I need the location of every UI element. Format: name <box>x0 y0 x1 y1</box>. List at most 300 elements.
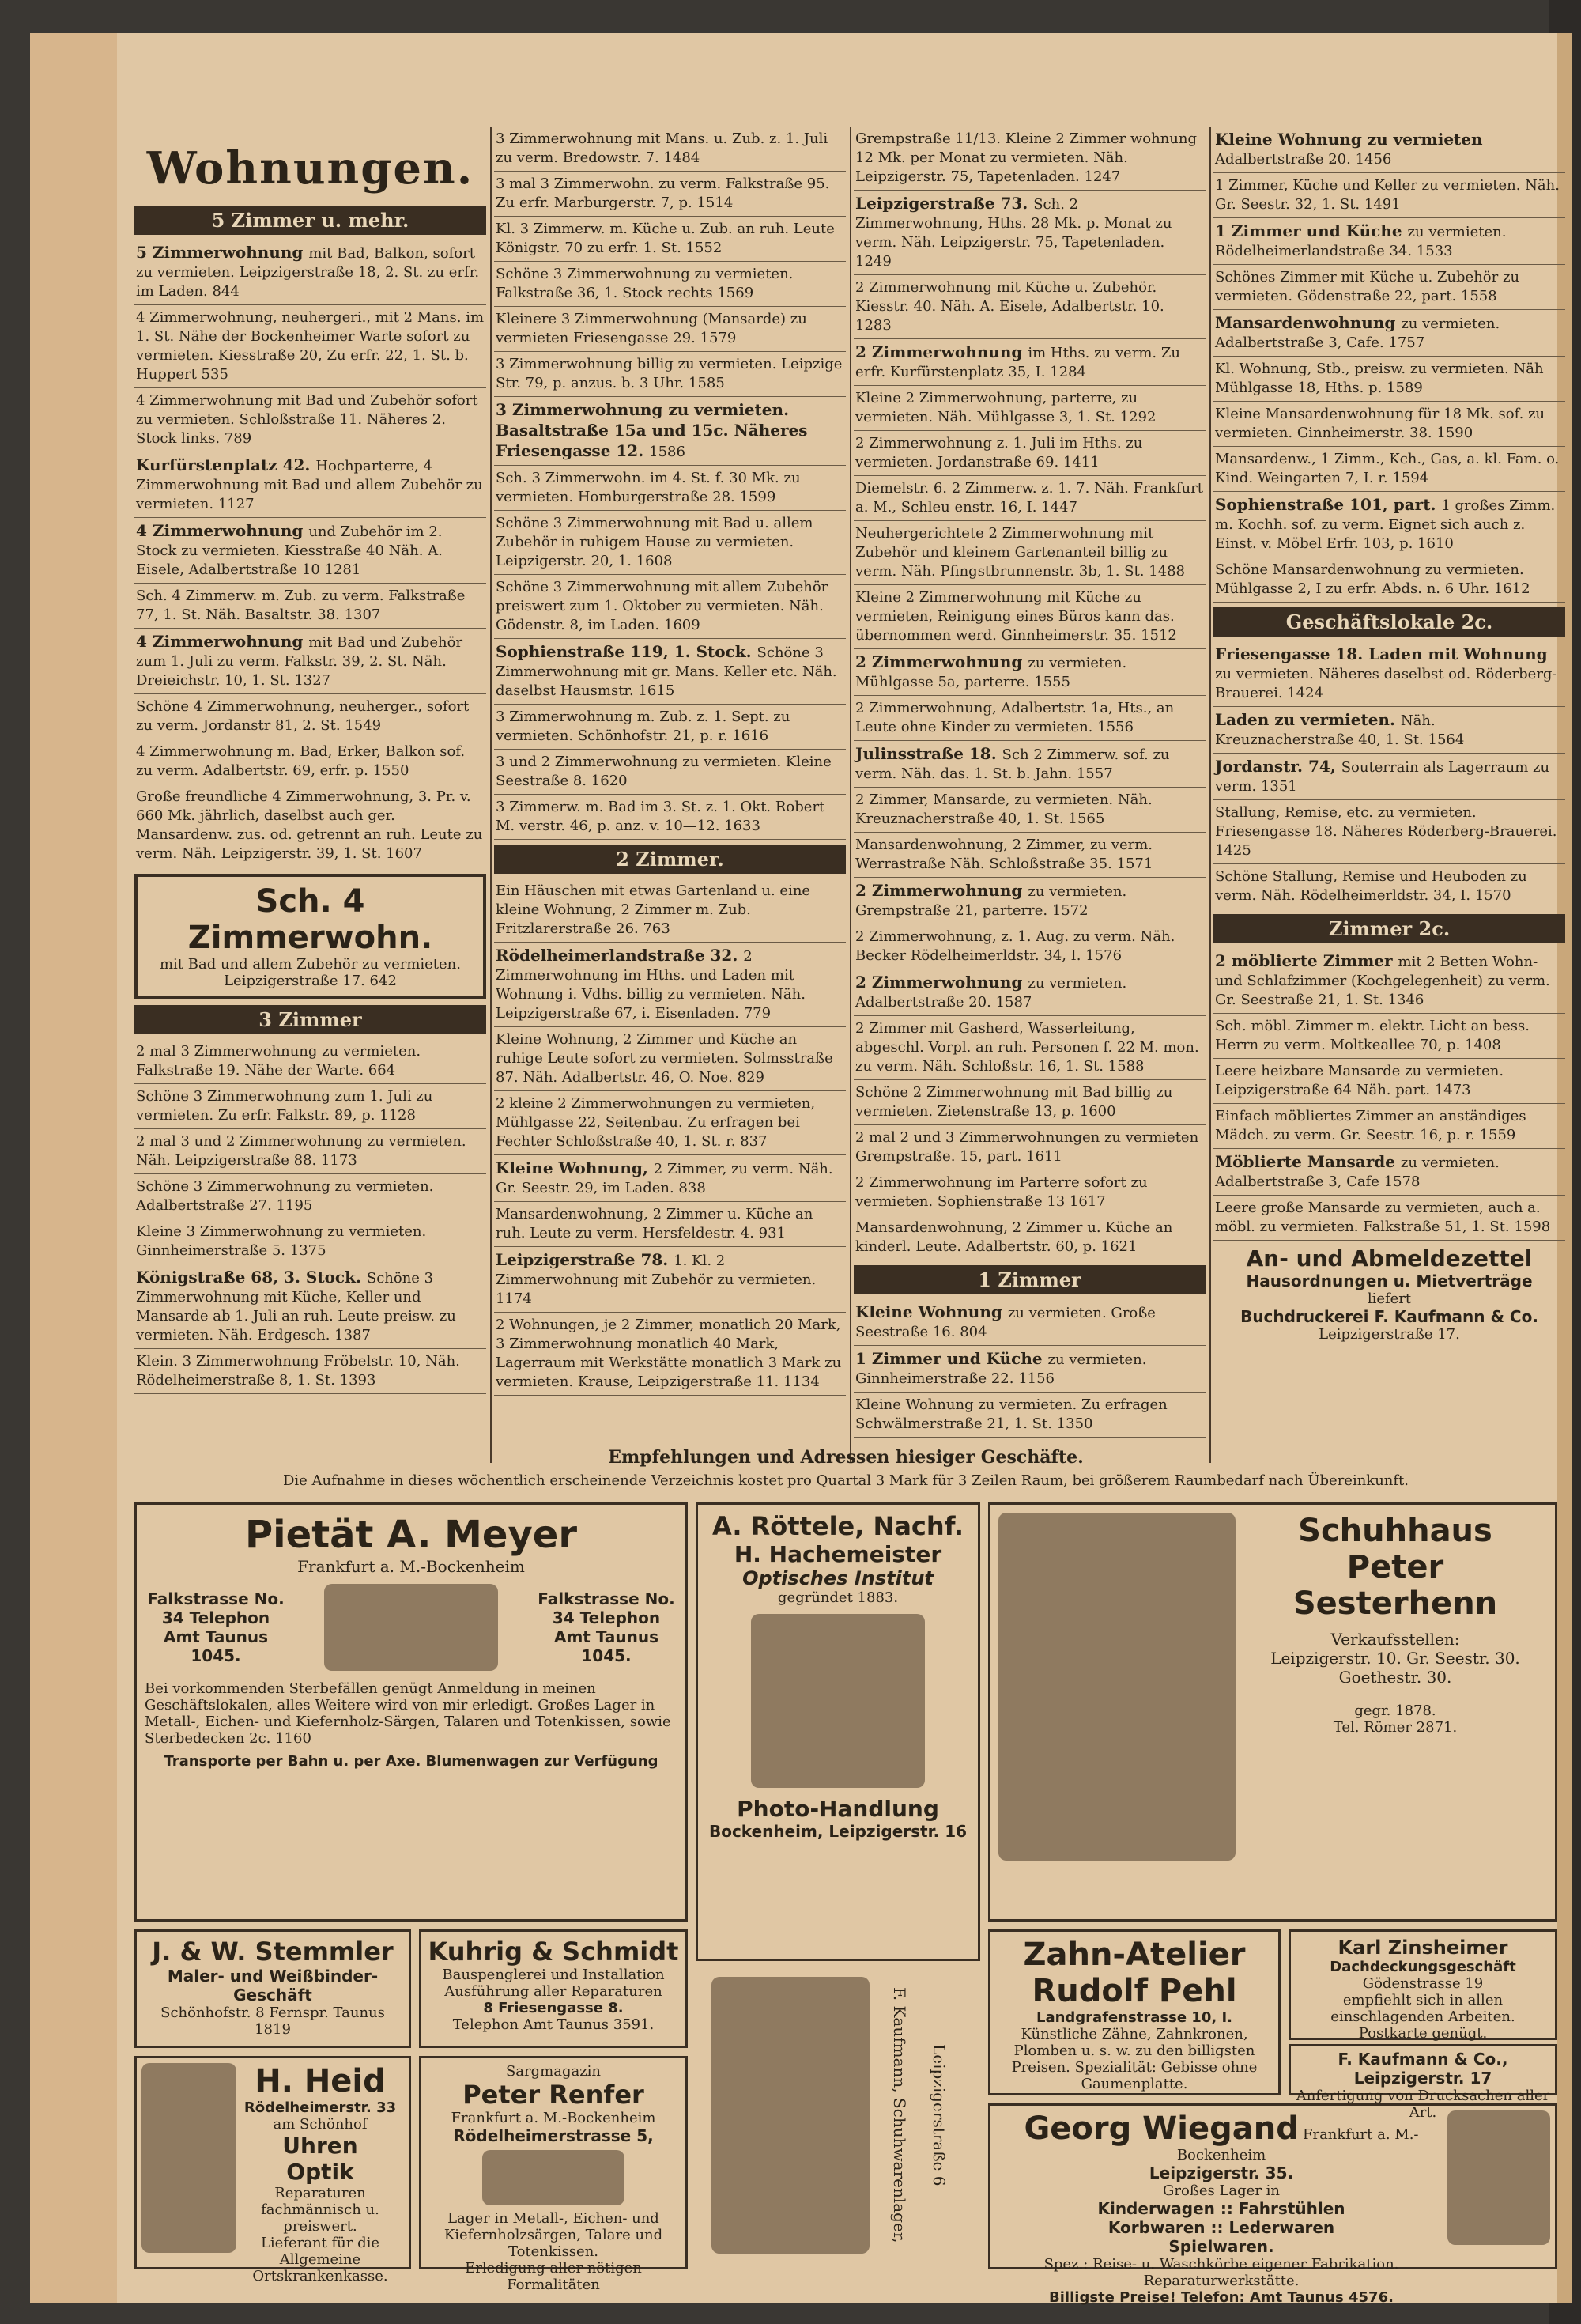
classified-ad <box>494 705 846 750</box>
ad-zinsheimer <box>1289 1929 1557 2040</box>
classified-ad-text: 2 mal 3 und 2 Zimmerwohnung zu vermieten. Näh. Leipzigerstraße 88. 1173 <box>136 1133 466 1169</box>
classified-ad-text: Schöne Stallung, Remise und Heuboden zu verm. Näh. Rödelheimerldstr. 34, I. 1570 <box>1215 868 1527 904</box>
classified-ad-text: Klein. 3 Zimmerwohnung Fröbelstr. 10, Näh. Rödelheimerstraße 8, 1. St. 1393 <box>136 1353 460 1389</box>
classified-ad-text: zu vermieten. Adalbertstraße 20. 1587 <box>855 975 1127 1011</box>
classified-ad <box>854 1170 1206 1215</box>
heid-line7: fachmännisch u. preiswert. <box>261 2201 379 2235</box>
kuhrig-line5: Telephon Amt Taunus 3591. <box>452 2016 655 2033</box>
classified-ad <box>494 1027 846 1091</box>
classified-ad <box>854 585 1206 649</box>
renfer-title: Peter Renfer <box>462 2080 644 2110</box>
classified-ad-text: Kleine 2 Zimmerwohnung mit Küche zu vermieten, Reinigung eines Büros kann das. übernommen werd. Ginnheimerstr. 35. 1512 <box>855 589 1177 644</box>
classified-ad-text: Sch. möbl. Zimmer m. elektr. Licht an bess. Herrn zu verm. Moltkeallee 70, p. 1408 <box>1215 1018 1530 1053</box>
classified-ad-text: Näh. Kreuznacherstraße 40, 1. St. 1564 <box>1215 712 1465 748</box>
kaufmann-line2: Anfertigung von Drucksachen aller Art. <box>1296 2088 1550 2121</box>
classified-ad <box>854 476 1206 521</box>
heid-line8: Lieferant für die Allgemeine Ortskrankenkasse. <box>252 2235 388 2284</box>
ad-list <box>854 127 1206 1260</box>
classified-ad-text: 1 Zimmer, Küche und Keller zu vermieten. Näh. Gr. Seestr. 32, 1. St. 1491 <box>1215 177 1560 213</box>
classified-ad-text: Kl. 3 Zimmerw. m. Küche u. Zub. an ruh. Leute Königstr. 70 zu erfr. 1. St. 1552 <box>496 221 835 256</box>
classified-ad <box>854 1299 1206 1346</box>
classified-ad-text: 2 mal 3 Zimmerwohnung zu vermieten. Falkstraße 19. Nähe der Warte. 664 <box>136 1043 421 1079</box>
ad-kaufmann-shoes <box>696 1969 980 2269</box>
kuhrig-line3: Ausführung aller Reparaturen <box>444 1983 662 2000</box>
classified-ad-text: Mansardenw., 1 Zimm., Kch., Gas, a. kl. Fam. o. Kind. Weingarten 7, I. r. 1594 <box>1215 451 1560 486</box>
meyer-address-left: Falkstrasse No. 34 Telephon Amt Taunus 1045. <box>147 1589 285 1665</box>
ad-wiegand <box>988 2103 1557 2306</box>
classified-ad <box>494 1202 846 1247</box>
classified-ad-text: Einfach möbliertes Zimmer an anständiges Mädch. zu verm. Gr. Seestr. 16, p. r. 1559 <box>1215 1108 1526 1143</box>
page-heading: Wohnungen. <box>146 142 474 195</box>
classified-ad-heading: Möblierte Mansarde <box>1215 1152 1401 1171</box>
wiegand-line6: Korbwaren :: Lederwaren <box>1107 2218 1335 2237</box>
classified-ad-text: Kleine Mansardenwohnung für 18 Mk. sof. zu vermieten. Ginnheimerstr. 38. 1590 <box>1215 406 1545 441</box>
schuhhaus-address2: Goethestr. 30. <box>1338 1668 1452 1687</box>
classified-ad-heading: 2 Zimmerwohnung <box>855 342 1028 361</box>
roettele-line4: gegründet 1883. <box>777 1589 899 1606</box>
classified-ad-heading: Sophienstraße 101, part. <box>1215 495 1442 514</box>
classified-ad <box>494 397 846 466</box>
classified-ad-text: Kleine Wohnung, 2 Zimmer und Küche an ruhige Leute sofort zu vermieten. Solmsstraße 87. Näh. Adalbertstr. 46, O. Noe. 829 <box>496 1031 833 1086</box>
classified-ad-text: Leere große Mansarde zu vermieten, auch a. möbl. zu vermieten. Falkstraße 51, 1. St. 1598 <box>1215 1200 1551 1235</box>
classified-ad-text: Schöne 3 Zimmerwohnung mit gr. Mans. Keller etc. Näh. daselbst Hausmstr. 1615 <box>496 644 837 699</box>
zahn-name: Rudolf Pehl <box>1032 1973 1237 2009</box>
zahn-address: Landgrafenstrasse 10, I. <box>1036 2009 1232 2026</box>
classified-ad-text: Grempstraße 11/13. Kleine 2 Zimmer wohnung 12 Mk. per Monat zu vermieten. Näh. Leipzigerstr. 75, Tapetenladen. 1247 <box>855 130 1198 185</box>
column-2 <box>494 127 846 1463</box>
classified-ad <box>494 466 846 511</box>
printer-ad <box>1213 1241 1565 1343</box>
classified-ad-text: im Hths. zu verm. Zu erfr. Kurfürstenplatz 35, I. 1284 <box>855 345 1180 380</box>
classified-ad-text: 2 Zimmerwohnung im Hths. und Laden mit Wohnung i. Vdhs. billig zu vermieten. Näh. Leipzigerstraße 67, i. Eisenladen. 779 <box>496 948 806 1022</box>
stemmler-trade: Maler- und Weißbinder-Geschäft <box>167 1967 379 2005</box>
classified-ad-text: zu vermieten. Adalbertstraße 3, Cafe 1578 <box>1215 1154 1500 1190</box>
zinsheimer-title: Karl Zinsheimer <box>1338 1937 1508 1959</box>
classified-ad <box>1213 864 1565 909</box>
printer-ad-line5: Leipzigerstraße 17. <box>1319 1326 1460 1343</box>
classified-ad <box>1213 1196 1565 1241</box>
classified-ad <box>1213 1104 1565 1149</box>
pram-illustration <box>1447 2110 1550 2245</box>
classified-ad <box>854 127 1206 191</box>
classified-ad <box>1213 173 1565 218</box>
coffin-illustration <box>482 2150 624 2205</box>
classified-ad-text: 3 mal 3 Zimmerwohn. zu verm. Falkstraße 95. Zu erfr. Marburgerstr. 7, p. 1514 <box>496 176 830 211</box>
classified-ad <box>854 431 1206 476</box>
classified-ad-text: Sch. 4 Zimmerw. m. Zub. zu verm. Falkstraße 77, 1. St. Näh. Basaltstr. 38. 1307 <box>136 588 466 623</box>
classified-ad <box>134 694 486 739</box>
classified-ad-text: 2 Zimmer mit Gasherd, Wasserleitung, abgeschl. Vorpl. an ruh. Personen f. 22 M. mon. zu verm. Näh. Schloßstr. 16, 1. St. 1588 <box>855 1020 1199 1075</box>
classified-ad <box>854 1346 1206 1393</box>
classified-ad-heading: 1 Zimmer und Küche <box>855 1349 1048 1368</box>
ad-list <box>1213 948 1565 1241</box>
wiegand-line9: Reparaturwerkstätte. <box>1143 2273 1300 2289</box>
renfer-line4: Rödelheimerstrasse 5, <box>453 2126 654 2145</box>
schuhhaus-title: Schuhhaus <box>1298 1513 1492 1549</box>
classified-ad-text: 3 und 2 Zimmerwohnung zu vermieten. Kleine Seestraße 8. 1620 <box>496 754 832 789</box>
classified-ad-heading: 5 Zimmerwohnung <box>136 243 309 262</box>
ad-heid <box>134 2056 411 2284</box>
vertical-ad-line1: F. Kaufmann, Schuhwarenlager, <box>890 1987 909 2243</box>
classified-ad <box>134 1174 486 1219</box>
classified-ad-text: Schöne Mansardenwohnung zu vermieten. Mühlgasse 2, I zu erfr. Abds. n. 6 Uhr. 1612 <box>1215 561 1530 597</box>
classified-ad-text: mit 2 Betten Wohn- und Schlafzimmer (Kochgelegenheit) zu verm. Gr. Seestraße 21, 1. St. 1346 <box>1215 954 1550 1008</box>
classified-ad <box>854 1125 1206 1170</box>
classified-ad-text: Neuhergerichtete 2 Zimmerwohnung mit Zubehör und kleinem Gartenanteil billig zu verm. Näh. Pfingstbrunnenstr. 3b, 1. St. 1488 <box>855 525 1185 580</box>
recommendations-heading: Empfehlungen und Adressen hiesiger Geschäfte. <box>608 1447 1084 1468</box>
classified-ad-text: Kleine Wohnung zu vermieten. Zu erfragen Schwälmerstraße 21, 1. St. 1350 <box>855 1396 1168 1432</box>
zinsheimer-line4: empfiehlt sich in allen einschlagenden Arbeiten. Postkarte genügt. <box>1330 1992 1515 2042</box>
classified-ad <box>134 452 486 518</box>
classified-ad-heading: 2 möblierte Zimmer <box>1215 951 1398 970</box>
classified-ad-text: 1 großes Zimm. m. Kochh. sof. zu verm. Eignet sich auch z. Einst. v. Möbel Erfr. 103, p. 1610 <box>1215 497 1556 552</box>
renfer-line1: Sargmagazin <box>505 2063 602 2080</box>
column-rule <box>850 127 851 1463</box>
classified-ad-heading: 2 Zimmerwohnung <box>855 973 1028 992</box>
classified-ad-text: Sch. 2 Zimmerwohnung, Hths. 28 Mk. p. Monat zu verm. Näh. Leipzigerstr. 75, Tapetenladen. 1249 <box>855 196 1172 270</box>
meyer-body: Bei vorkommenden Sterbefällen genügt Anmeldung in meinen Geschäftslokalen, alles Weitere wird von mir erledigt. Großes Lager in Metall-, Eichen- und Kiefernholz-Särgen, Talaren und Totenkissen, sowie Sterbedecken 2c. 1160 <box>145 1680 671 1747</box>
classified-ad <box>1213 447 1565 492</box>
classified-ad-text: und Zubehör im 2. Stock zu vermieten. Kiesstraße 40 Näh. A. Eisele, Adalbertstraße 10 1281 <box>136 523 443 578</box>
printer-ad-line2: Hausordnungen u. Mietverträge <box>1246 1272 1533 1290</box>
classified-ad <box>1213 1149 1565 1196</box>
classified-ad-text: Kleine 3 Zimmerwohnung zu vermieten. Ginnheimerstraße 5. 1375 <box>136 1223 427 1259</box>
roettele-line3: Optisches Institut <box>742 1567 934 1589</box>
classified-ad-text: Schöne 3 Zimmerwohnung zu vermieten. Adalbertstraße 27. 1195 <box>136 1178 434 1214</box>
classified-ad <box>134 1264 486 1349</box>
classified-ad <box>494 307 846 352</box>
classified-ad <box>854 788 1206 833</box>
classified-ad <box>494 1313 846 1396</box>
ad-kuhrig-schmidt <box>419 1929 688 2048</box>
zahn-title: Zahn-Atelier <box>1023 1937 1246 1973</box>
classified-ad-text: zu vermieten. Näheres daselbst od. Röderberg-Brauerei. 1424 <box>1215 666 1557 701</box>
heid-title: H. Heid <box>255 2063 386 2099</box>
classified-ad <box>134 518 486 584</box>
classified-ad <box>854 191 1206 275</box>
classified-ad <box>134 240 486 305</box>
section-one-room: 1 Zimmer <box>854 1265 1206 1294</box>
ad-list <box>134 1039 486 1394</box>
classified-ad-text: 4 Zimmerwohnung m. Bad, Erker, Balkon sof. zu verm. Adalbertstr. 69, erfr. p. 1550 <box>136 743 466 779</box>
classified-ad-heading: Sophienstraße 119, 1. Stock. <box>496 642 757 661</box>
wiegand-title: Georg Wiegand <box>1024 2110 1299 2147</box>
classified-ad <box>1213 127 1565 173</box>
classified-ad-text: Sch 2 Zimmerw. sof. zu verm. Näh. das. 1. St. b. Jahn. 1557 <box>855 746 1170 782</box>
classified-ad-text: Diemelstr. 6. 2 Zimmerw. z. 1. 7. Näh. Frankfurt a. M., Schleu enstr. 16, I. 1447 <box>855 480 1203 516</box>
wiegand-line5: Kinderwagen :: Fahrstühlen <box>1097 2199 1345 2218</box>
classified-ad-heading: Kurfürstenplatz 42. <box>136 455 316 474</box>
classified-ad <box>494 217 846 262</box>
classified-ad-heading: Kleine Wohnung zu vermieten <box>1215 130 1483 149</box>
classified-ad <box>854 696 1206 741</box>
classified-ad-text: Mansardenwohnung, 2 Zimmer u. Küche an ruh. Leute zu verm. Hersfeldestr. 4. 931 <box>496 1206 813 1241</box>
wiegand-city: Frankfurt a. M.-Bockenheim <box>1176 2126 1419 2163</box>
classified-ad <box>1213 707 1565 754</box>
classified-ad-text: Hochparterre, 4 Zimmerwohnung mit Bad und allem Zubehör zu vermieten. 1127 <box>136 458 483 512</box>
classified-ad <box>494 795 846 840</box>
classified-ad <box>134 629 486 694</box>
classified-ad-heading: Leipzigerstraße 78. <box>496 1250 674 1269</box>
heid-line4: Uhren <box>282 2133 358 2159</box>
classified-ad-text: zu vermieten. Adalbertstraße 3, Cafe. 1757 <box>1215 316 1500 351</box>
ad-list <box>494 127 846 840</box>
wiegand-line4: Großes Lager in <box>1163 2182 1280 2199</box>
heid-line3: am Schönhof <box>273 2116 368 2133</box>
boxed-ad <box>134 874 486 999</box>
column-4 <box>1213 127 1565 1463</box>
classified-ad-text: Schöne 3 Zimmerwohnung zum 1. Juli zu vermieten. Zu erfr. Falkstr. 89, p. 1128 <box>136 1088 433 1124</box>
ad-kaufmann-printing <box>1289 2044 1557 2121</box>
wiegand-line8: Spez.: Reise- u. Waschkörbe eigener Fabrikation. <box>1043 2256 1399 2273</box>
zinsheimer-line3: Gödenstrasse 19 <box>1362 1975 1484 1992</box>
classified-ad-text: 2 Wohnungen, je 2 Zimmer, monatlich 20 Mark, 3 Zimmerwohnung monatlich 40 Mark, Lagerraum mit Werkstätte monatlich 3 Mark zu vermieten. Krause, Leipzigerstraße 11. 1134 <box>496 1317 842 1390</box>
meyer-subtitle: Frankfurt a. M.-Bockenheim <box>297 1557 525 1576</box>
classified-ad-heading: 2 Zimmerwohnung <box>855 881 1028 900</box>
boxed-ad-title: Sch. 4 Zimmerwohn. <box>187 883 433 956</box>
ad-zahn-atelier <box>988 1929 1281 2095</box>
classified-ad-text: Sch. 3 Zimmerwohn. im 4. St. f. 30 Mk. zu vermieten. Homburgerstraße 28. 1599 <box>496 470 801 505</box>
heid-line5: Optik <box>286 2159 354 2185</box>
classified-ad-text: 2 Zimmerwohnung, z. 1. Aug. zu verm. Näh. Becker Rödelheimerldstr. 34, I. 1576 <box>855 928 1175 964</box>
classified-ad-heading: Mansardenwohnung <box>1215 313 1402 332</box>
classified-ad <box>854 878 1206 924</box>
heid-line6: Reparaturen <box>274 2185 366 2201</box>
classified-ad <box>1213 557 1565 603</box>
classified-ad <box>134 784 486 867</box>
wiegand-address: Leipzigerstr. 35. <box>1149 2163 1294 2182</box>
classified-ad <box>1213 754 1565 800</box>
roettele-line1: A. Röttele, Nachf. <box>712 1511 964 1541</box>
classified-ad <box>1213 1059 1565 1104</box>
classified-ad-text: Schöne 3 Zimmerwohnung mit allem Zubehör preiswert zum 1. Oktober zu vermieten. Näh. Gödenstr. 8, im Laden. 1609 <box>496 579 828 633</box>
boot-illustration <box>711 1977 870 2254</box>
classified-ad-text: zu vermieten. Mühlgasse 5a, parterre. 1555 <box>855 655 1127 690</box>
classified-ad-heading: 3 Zimmerwohnung zu vermieten. Basaltstraße 15a und 15c. Näheres Friesengasse 12. <box>496 400 808 460</box>
classified-ad <box>854 339 1206 386</box>
kuhrig-line2: Bauspenglerei und Installation <box>442 1967 665 1983</box>
classified-ad-text: 2 kleine 2 Zimmerwohnungen zu vermieten, Mühlgasse 22, Seitenbau. Zu erfragen bei Fechter Schloßstraße 40, 1. St. r. 837 <box>496 1095 816 1150</box>
ad-list <box>1213 641 1565 909</box>
classified-ad <box>494 511 846 575</box>
classified-ad-text: 4 Zimmerwohnung, neuhergeri., mit 2 Mans. im 1. St. Nähe der Bockenheimer Warte sofort zu vermieten. Kiesstraße 20, Zu erfr. 22, 1. St. b. Huppert 535 <box>136 309 485 383</box>
classified-ad <box>134 1129 486 1174</box>
shoe-illustration <box>998 1513 1236 1861</box>
ad-list <box>854 1299 1206 1438</box>
ad-list <box>1213 127 1565 603</box>
classified-ad-text: 2 Zimmerwohnung, Adalbertstr. 1a, Hts., an Leute ohne Kinder zu vermieten. 1556 <box>855 700 1175 735</box>
classified-ad <box>494 1155 846 1202</box>
classified-ad <box>134 584 486 629</box>
meyer-title: Pietät A. Meyer <box>245 1513 577 1557</box>
page-content <box>103 111 1560 2306</box>
classified-ad <box>1213 218 1565 265</box>
heid-line2: Rödelheimerstr. 33 <box>243 2099 397 2116</box>
classified-ad-text: Schöne 3 Zimmerwohnung mit Bad u. allem Zubehör in ruhigem Hause zu vermieten. Leipzigerstr. 20, 1. 1608 <box>496 515 813 569</box>
classified-ad <box>854 275 1206 339</box>
classified-ad-text: 3 Zimmerwohnung m. Zub. z. 1. Sept. zu vermieten. Schönhofstr. 21, p. r. 1616 <box>496 709 790 744</box>
vertical-ad-line2: Leipzigerstraße 6 <box>930 2044 949 2186</box>
classified-ad <box>1213 402 1565 447</box>
classified-ad <box>494 172 846 217</box>
column-1 <box>134 127 486 1463</box>
classified-ad <box>134 1219 486 1264</box>
classified-ad <box>1213 641 1565 707</box>
ad-roettele <box>696 1502 980 1961</box>
classified-ad <box>1213 357 1565 402</box>
column-3 <box>854 127 1206 1463</box>
classified-ad-text: Leere heizbare Mansarde zu vermieten. Leipzigerstraße 64 Näh. part. 1473 <box>1215 1063 1504 1098</box>
column-rule <box>1209 127 1211 1463</box>
classified-ad <box>854 386 1206 431</box>
classified-ad-text: Schöne 2 Zimmerwohnung mit Bad billig zu vermieten. Zietenstraße 13, p. 1600 <box>855 1084 1173 1120</box>
roettele-line5: Photo-Handlung <box>737 1796 939 1822</box>
classified-ad-text: Ein Häuschen mit etwas Gartenland u. eine kleine Wohnung, 2 Zimmer m. Zub. Fritzlarerstraße 26. 763 <box>496 882 811 937</box>
meyer-address-right: Falkstrasse No. 34 Telephon Amt Taunus 1045. <box>538 1589 675 1665</box>
classified-ad <box>494 262 846 307</box>
classified-ad <box>134 305 486 388</box>
classified-ad <box>854 521 1206 585</box>
classified-ad <box>494 1247 846 1313</box>
section-two-rooms: 2 Zimmer. <box>494 845 846 874</box>
classified-ad <box>134 388 486 452</box>
printer-ad-line3: liefert <box>1367 1290 1412 1307</box>
classified-ad-heading: Laden zu vermieten. <box>1215 710 1401 729</box>
printer-ad-line4: Buchdruckerei F. Kaufmann & Co. <box>1240 1307 1538 1326</box>
classified-ad-text: 3 Zimmerw. m. Bad im 3. St. z. 1. Okt. Robert M. verstr. 46, p. anz. v. 10—12. 1633 <box>496 799 825 834</box>
renfer-line3: Frankfurt a. M.-Bockenheim <box>451 2110 656 2126</box>
section-rooms: Zimmer 2c. <box>1213 914 1565 943</box>
classified-ad-text: Souterrain als Lagerraum zu verm. 1351 <box>1215 759 1550 795</box>
classified-ad <box>854 1393 1206 1438</box>
classified-ad-text: Schöne 3 Zimmerwohnung zu vermieten. Falkstraße 36, 1. Stock rechts 1569 <box>496 266 794 301</box>
classified-ad <box>854 1016 1206 1080</box>
classified-ad-text: Mansardenwohnung, 2 Zimmer u. Küche an kinderl. Leute. Adalbertstr. 60, p. 1621 <box>855 1219 1173 1255</box>
stemmler-title: J. & W. Stemmler <box>152 1937 394 1967</box>
stemmler-address: Schönhofstr. 8 Fernspr. Taunus 1819 <box>160 2005 385 2038</box>
classified-ad-text: Stallung, Remise, etc. zu vermieten. Friesengasse 18. Näheres Röderberg-Brauerei. 1425 <box>1215 804 1557 859</box>
classified-ad-text: Kl. Wohnung, Stb., preisw. zu vermieten. Näh Mühlgasse 18, Hths. p. 1589 <box>1215 361 1544 396</box>
classified-ad <box>134 739 486 784</box>
hand-lens-illustration <box>751 1614 925 1788</box>
classified-ad <box>1213 948 1565 1014</box>
classified-ad-heading: Friesengasse 18. Laden mit Wohnung <box>1215 644 1548 663</box>
classified-ad-text: Mansardenwohnung, 2 Zimmer, zu verm. Werrastraße Näh. Schloßstraße 35. 1571 <box>855 837 1153 872</box>
classified-ad-text: Schöne 4 Zimmerwohnung, neuherger., sofort zu verm. Jordanstr 81, 2. St. 1549 <box>136 698 470 734</box>
ad-renfer <box>419 2056 688 2293</box>
classified-ad-heading: 4 Zimmerwohnung <box>136 521 309 540</box>
zinsheimer-line2: Dachdeckungsgeschäft <box>1330 1959 1516 1975</box>
classified-ad-text: Adalbertstraße 20. 1456 <box>1215 151 1392 168</box>
classified-ad-heading: 1 Zimmer und Küche <box>1215 221 1408 240</box>
section-five-rooms: 5 Zimmer u. mehr. <box>134 206 486 235</box>
classified-ad <box>854 833 1206 878</box>
classified-ad-text: 2 mal 2 und 3 Zimmerwohnungen zu vermieten Grempstraße. 15, part. 1611 <box>855 1129 1199 1165</box>
classified-ad <box>1213 265 1565 310</box>
classified-ad <box>854 741 1206 788</box>
classified-ad <box>134 1084 486 1129</box>
classified-ad <box>1213 1014 1565 1059</box>
classified-ad <box>1213 800 1565 864</box>
classified-ad-text: Große freundliche 4 Zimmerwohnung, 3. Pr. v. 660 Mk. jährlich, daselbst auch ger. Mansardenw. zus. od. getrennt an ruh. Leute zu verm. Näh. Leipzigerstr. 39, 1. St. 1607 <box>136 788 483 862</box>
classified-ad <box>854 969 1206 1016</box>
meyer-footer: Transporte per Bahn u. per Axe. Blumenwagen zur Verfügung <box>164 1753 658 1770</box>
wiegand-line10: Billigste Preise! Telefon: Amt Taunus 4576. <box>1049 2289 1394 2306</box>
classified-ad-text: mit Bad, Balkon, sofort zu vermieten. Leipzigerstraße 18, 2. St. zu erfr. im Laden. 844 <box>136 245 480 300</box>
classified-ad-text: Kleine 2 Zimmerwohnung, parterre, zu vermieten. Näh. Mühlgasse 3, 1. St. 1292 <box>855 390 1157 425</box>
schuhhaus-label: Verkaufsstellen: <box>1330 1630 1460 1649</box>
zahn-body: Künstliche Zähne, Zahnkronen, Plomben u. s. w. zu den billigsten Preisen. Spezialität: Gebisse ohne Gaumenplatte. <box>1011 2026 1258 2092</box>
classified-ad <box>1213 310 1565 357</box>
classified-ad <box>1213 492 1565 557</box>
classified-ad <box>134 1039 486 1084</box>
classified-ad-text: 3 Zimmerwohnung billig zu vermieten. Leipzige Str. 79, p. anzus. b. 3 Uhr. 1585 <box>496 356 843 391</box>
schuhhaus-founded: gegr. 1878. <box>1354 1702 1436 1719</box>
classified-ad <box>854 1215 1206 1260</box>
kaufmann-title: F. Kaufmann & Co., Leipzigerstr. 17 <box>1338 2050 1508 2088</box>
classified-ad <box>854 649 1206 696</box>
classified-ad <box>494 750 846 795</box>
classified-ad-text: zu vermieten. Rödelheimerlandstraße 34. 1533 <box>1215 224 1507 259</box>
roettele-line2: H. Hachemeister <box>734 1541 942 1567</box>
classified-ad-heading: Königstraße 68, 3. Stock. <box>136 1268 367 1287</box>
wiegand-line7: Spielwaren. <box>1168 2237 1274 2256</box>
ad-schuhhaus <box>988 1502 1557 1922</box>
classified-ad <box>494 943 846 1027</box>
classified-ad-heading: Kleine Wohnung, <box>496 1158 654 1177</box>
classified-ad-text: 2 Zimmerwohnung mit Küche u. Zubehör. Kiesstr. 40. Näh. A. Eisele, Adalbertstr. 10. 1283 <box>855 279 1164 334</box>
schuhhaus-name: Peter Sesterhenn <box>1292 1549 1498 1622</box>
kuhrig-title: Kuhrig & Schmidt <box>428 1937 679 1967</box>
ad-list <box>134 240 486 867</box>
classified-ad <box>494 352 846 397</box>
classified-ad-heading: Kleine Wohnung <box>855 1302 1008 1321</box>
classified-ad <box>854 924 1206 969</box>
classified-ad <box>494 879 846 943</box>
classified-ad-heading: Rödelheimerlandstraße 32. <box>496 946 744 965</box>
classified-ad-text: zu vermieten. Ginnheimerstraße 22. 1156 <box>855 1351 1147 1387</box>
classified-columns <box>134 127 1560 1463</box>
schuhhaus-phone: Tel. Römer 2871. <box>1333 1719 1458 1736</box>
roettele-line6: Bockenheim, Leipzigerstr. 16 <box>708 1822 968 1841</box>
classified-ad-text: zu vermieten. Grempstraße 21, parterre. 1572 <box>855 883 1127 919</box>
classified-ad <box>494 639 846 705</box>
renfer-line6: Erledigung aller nötigen Formalitäten <box>465 2260 642 2293</box>
classified-ad-heading: 2 Zimmerwohnung <box>855 652 1028 671</box>
classified-ad <box>494 1091 846 1155</box>
classified-ad-text: 2 Zimmer, zu verm. Näh. Gr. Seestr. 29, im Laden. 838 <box>496 1161 833 1196</box>
classified-ad-text: 2 Zimmer, Mansarde, zu vermieten. Näh. Kreuznacherstraße 40, 1. St. 1565 <box>855 792 1153 827</box>
coffin-illustration <box>324 1584 498 1671</box>
ad-pietaet-meyer <box>134 1502 688 1922</box>
ad-list <box>494 879 846 1396</box>
classified-ad-text: zu vermieten. Große Seestraße 16. 804 <box>855 1305 1156 1340</box>
classified-ad-text: mit Bad und Zubehör zum 1. Juli zu verm. Falkstr. 39, 2. St. Näh. Dreieichstr. 10, 1. St. 1327 <box>136 634 463 689</box>
classified-ad-text: 3 Zimmerwohnung mit Mans. u. Zub. z. 1. Juli zu verm. Bredowstr. 7. 1484 <box>496 130 828 166</box>
schuhhaus-address: Leipzigerstr. 10. Gr. Seestr. 30. <box>1270 1649 1520 1668</box>
column-rule <box>490 127 492 1463</box>
classified-ad-text: 1586 <box>649 444 685 460</box>
kuhrig-line4: 8 Friesengasse 8. <box>483 2000 624 2016</box>
classified-ad-text: Schönes Zimmer mit Küche u. Zubehör zu vermieten. Gödenstraße 22, part. 1558 <box>1215 269 1520 304</box>
classified-ad-text: 4 Zimmerwohnung mit Bad und Zubehör sofort zu vermieten. Schloßstraße 11. Näheres 2. Stock links. 789 <box>136 392 478 447</box>
classified-ad <box>494 575 846 639</box>
classified-ad-text: 1. Kl. 2 Zimmerwohnung mit Zubehör zu vermieten. 1174 <box>496 1253 817 1307</box>
classified-ad-heading: Leipzigerstraße 73. <box>855 194 1034 213</box>
section-business-premises: Geschäftslokale 2c. <box>1213 607 1565 637</box>
section-three-rooms: 3 Zimmer <box>134 1005 486 1034</box>
classified-ad-text: 2 Zimmerwohnung im Parterre sofort zu vermieten. Sophienstraße 13 1617 <box>855 1174 1148 1210</box>
